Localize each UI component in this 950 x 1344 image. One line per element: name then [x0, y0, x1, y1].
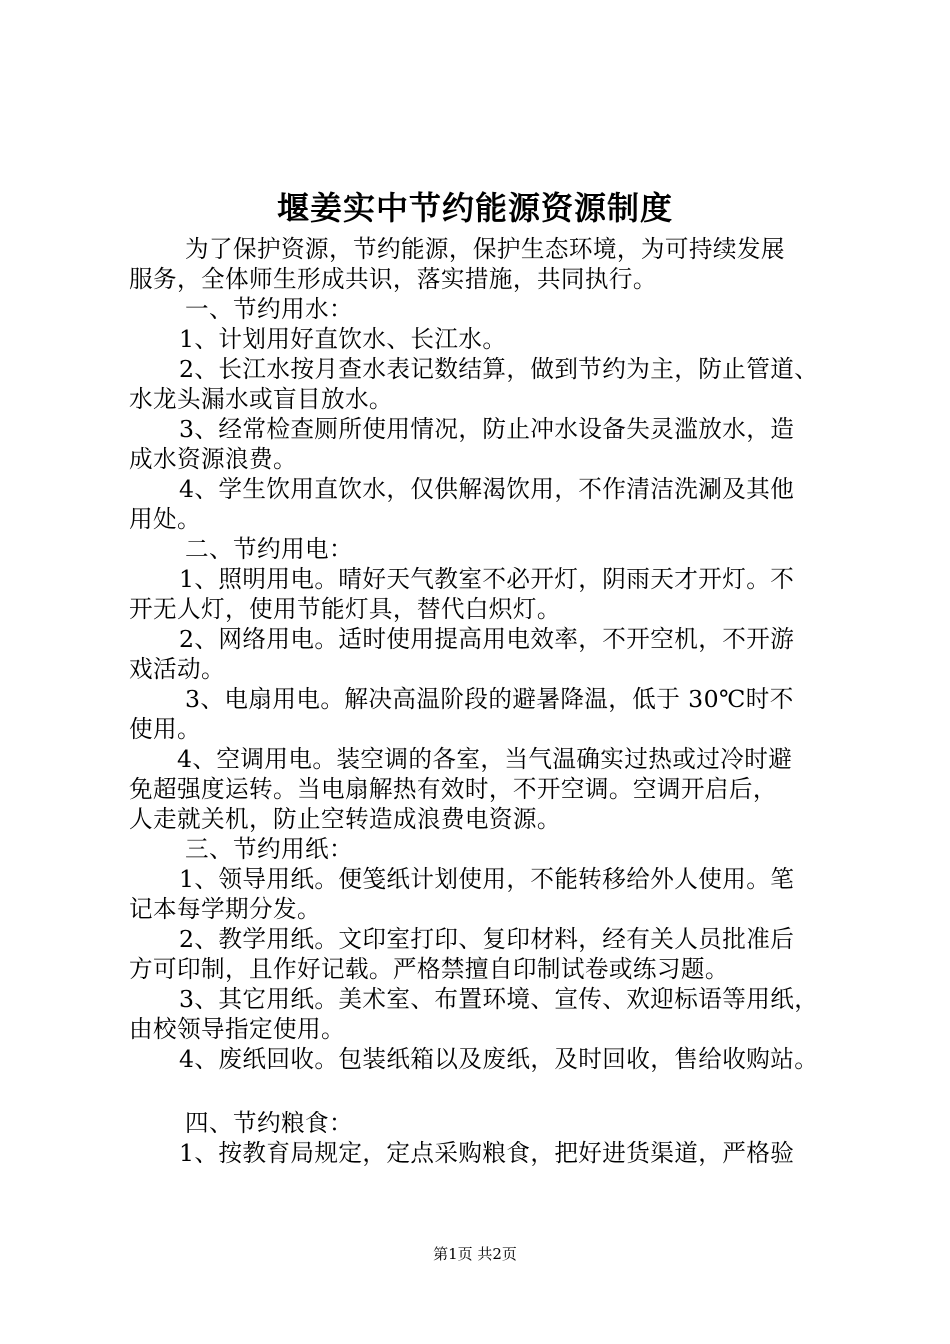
paper-item-1-line-1: 1、领导用纸。便笺纸计划使用，不能转移给外人使用。笔: [179, 865, 795, 893]
document-title: 堰姜实中节约能源资源制度: [276, 189, 673, 227]
section-heading-food: 四、节约粮食：: [185, 1109, 353, 1137]
electricity-item-3-line-2: 使用。: [129, 715, 201, 743]
page-footer: 第1页 共2页: [433, 1245, 517, 1263]
water-item-2-line-1: 2、长江水按月查水表记数结算，做到节约为主，防止管道、: [179, 355, 819, 383]
water-item-3-line-2: 成水资源浪费。: [129, 445, 297, 473]
paper-item-4: 4、废纸回收。包装纸箱以及废纸，及时回收，售给收购站。: [179, 1045, 819, 1073]
food-item-1-line-1: 1、按教育局规定，定点采购粮食，把好进货渠道，严格验: [179, 1139, 795, 1167]
electricity-item-4-line-2: 免超强度运转。当电扇解热有效时，不开空调。空调开启后，: [129, 775, 777, 803]
electricity-item-1-line-1: 1、照明用电。晴好天气教室不必开灯，阴雨天才开灯。不: [179, 565, 795, 593]
water-item-1: 1、计划用好直饮水、长江水。: [179, 325, 507, 353]
electricity-item-2-line-1: 2、网络用电。适时使用提高用电效率，不开空机，不开游: [179, 625, 795, 653]
section-heading-water: 一、节约用水：: [185, 295, 353, 323]
intro-line-2: 服务，全体师生形成共识，落实措施，共同执行。: [129, 265, 657, 293]
paper-item-2-line-2: 方可印制，且作好记载。严格禁擅自印制试卷或练习题。: [129, 955, 729, 983]
intro-line-1: 为了保护资源，节约能源，保护生态环境，为可持续发展: [185, 235, 785, 263]
electricity-item-4-line-3: 人走就关机，防止空转造成浪费电资源。: [129, 805, 561, 833]
electricity-item-2-line-2: 戏活动。: [129, 655, 225, 683]
paper-item-2-line-1: 2、教学用纸。文印室打印、复印材料，经有关人员批准后: [179, 925, 795, 953]
paper-item-3-line-2: 由校领导指定使用。: [129, 1015, 345, 1043]
water-item-4-line-2: 用处。: [129, 505, 201, 533]
electricity-item-3-line-1: 3、电扇用电。解决高温阶段的避暑降温，低于 30℃时不: [185, 685, 794, 713]
paper-item-3-line-1: 3、其它用纸。美术室、布置环境、宣传、欢迎标语等用纸，: [179, 985, 819, 1013]
water-item-3-line-1: 3、经常检查厕所使用情况，防止冲水设备失灵滥放水，造: [179, 415, 795, 443]
paragraph-gap: [129, 1074, 839, 1108]
water-item-2-line-2: 水龙头漏水或盲目放水。: [129, 385, 393, 413]
section-heading-electricity: 二、节约用电：: [185, 535, 353, 563]
document-body: [129, 234, 839, 1168]
section-heading-paper: 三、节约用纸：: [185, 835, 353, 863]
paper-item-1-line-2: 记本每学期分发。: [129, 895, 321, 923]
electricity-item-4-line-1: 4、空调用电。装空调的各室，当气温确实过热或过冷时避: [177, 745, 793, 773]
water-item-4-line-1: 4、学生饮用直饮水，仅供解渴饮用，不作清洁洗涮及其他: [179, 475, 795, 503]
electricity-item-1-line-2: 开无人灯，使用节能灯具，替代白炽灯。: [129, 595, 561, 623]
